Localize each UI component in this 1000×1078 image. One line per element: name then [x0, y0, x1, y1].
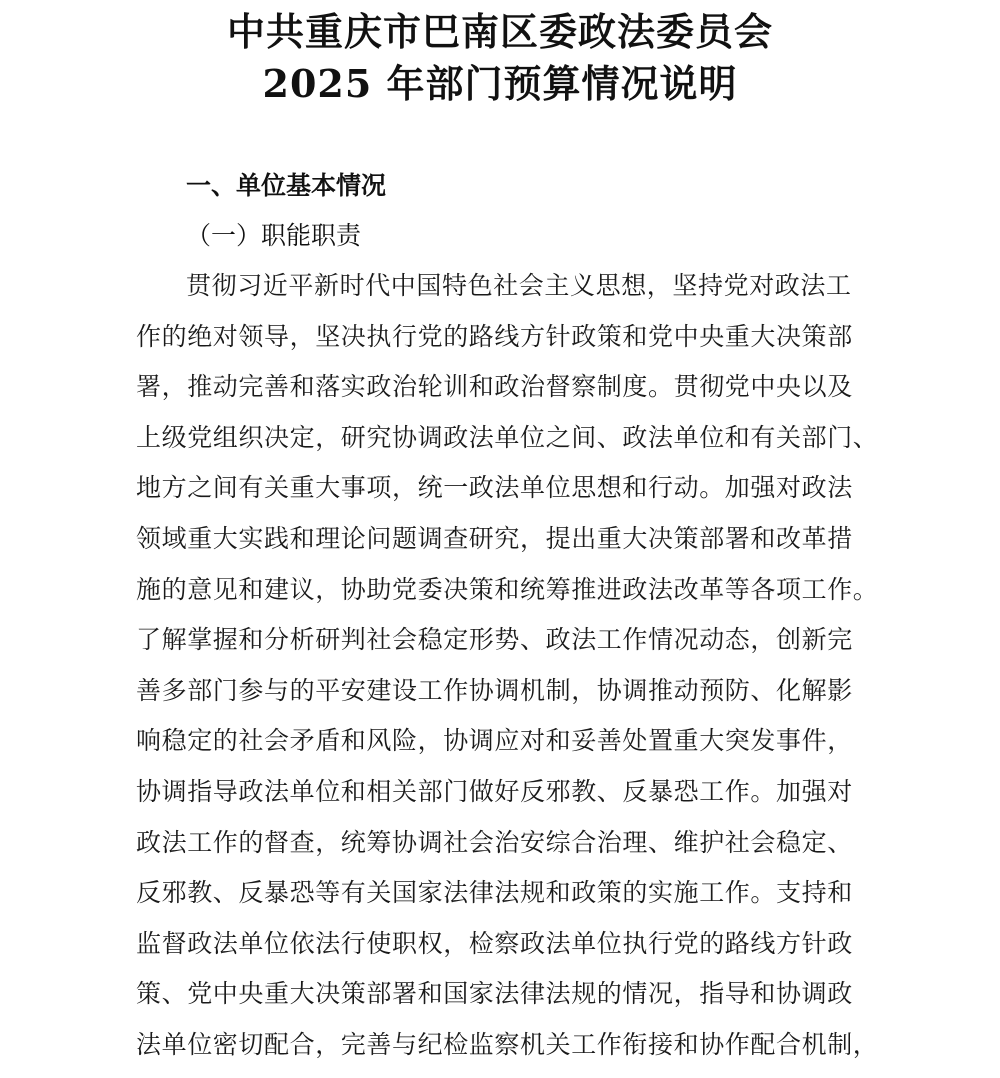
paragraph-line: 了解掌握和分析研判社会稳定形势、政法工作情况动态，创新完: [136, 625, 853, 655]
paragraph-line: 署，推动完善和落实政治轮训和政治督察制度。贯彻党中央以及: [136, 372, 853, 402]
paragraph-line: 政法工作的督查，统筹协调社会治安综合治理、维护社会稳定、: [136, 827, 853, 857]
paragraph-line: 善多部门参与的平安建设工作协调机制，协调推动预防、化解影: [136, 675, 853, 705]
paragraph-line: 监督政法单位依法行使职权，检察政法单位执行党的路线方针政: [136, 928, 853, 958]
subsection-heading: （一）职能职责: [186, 221, 362, 250]
paragraph-line: 作的绝对领导，坚决执行党的路线方针政策和党中央重大决策部: [136, 321, 853, 351]
paragraph-line: 贯彻习近平新时代中国特色社会主义思想，坚持党对政法工: [186, 271, 852, 300]
document-title-line1: 中共重庆市巴南区委政法委员会: [226, 9, 773, 54]
paragraph-line: 策、党中央重大决策部署和国家法律法规的情况，指导和协调政: [136, 979, 853, 1009]
paragraph-line: 领域重大实践和理论问题调查研究，提出重大决策部署和改革措: [136, 523, 853, 553]
paragraph-line: 地方之间有关重大事项，统一政法单位思想和行动。加强对政法: [136, 473, 853, 503]
paragraph-line: 协调指导政法单位和相关部门做好反邪教、反暴恐工作。加强对: [136, 776, 853, 806]
paragraph-line: 反邪教、反暴恐等有关国家法律法规和政策的实施工作。支持和: [136, 878, 853, 908]
document-title-line2: 2025 年部门预算情况说明: [262, 61, 738, 106]
section-heading: 一、单位基本情况: [186, 171, 387, 200]
paragraph-line: 施的意见和建议，协助党委决策和统筹推进政法改革等各项工作。: [136, 574, 879, 604]
duties-paragraph: [136, 268, 896, 1078]
paragraph-line: 响稳定的社会矛盾和风险，协调应对和妥善处置重大突发事件，: [136, 726, 853, 756]
paragraph-line: 法单位密切配合，完善与纪检监察机关工作衔接和协作配合机制，: [136, 1029, 879, 1059]
paragraph-line: 上级党组织决定，研究协调政法单位之间、政法单位和有关部门、: [136, 422, 879, 452]
